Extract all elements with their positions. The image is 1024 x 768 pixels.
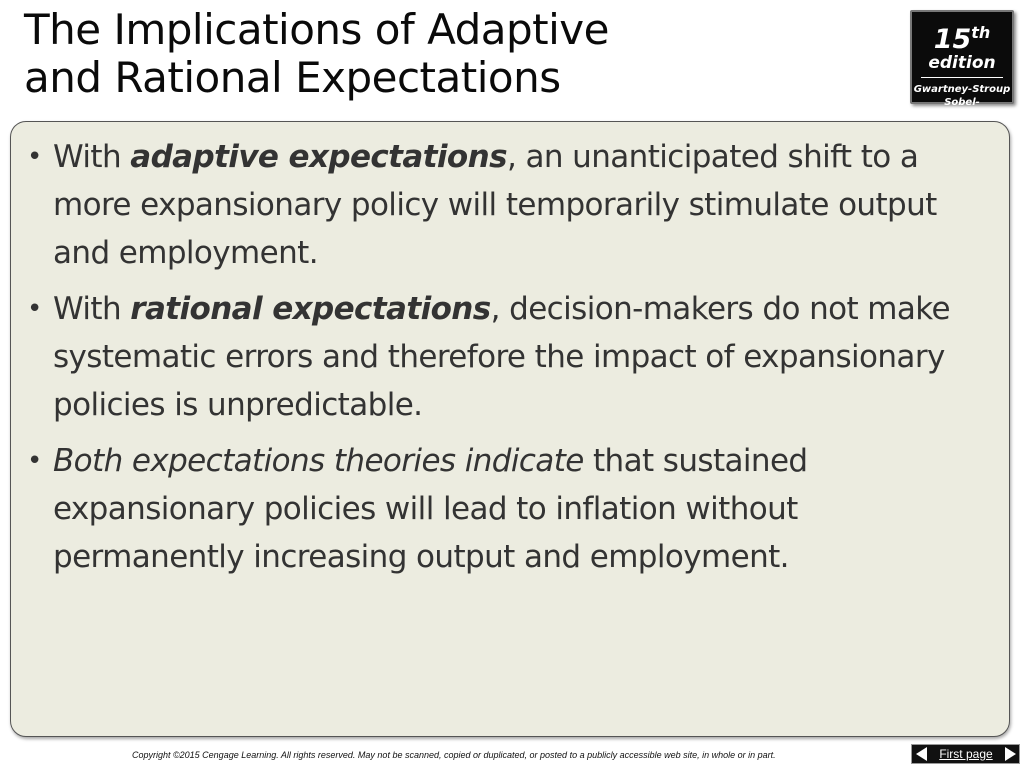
slide-title-line-2: and Rational Expectations [24, 53, 561, 102]
badge-divider [921, 77, 1003, 78]
authors-line-1: Gwartney-Stroup [913, 84, 1011, 95]
authors-line-2: Sobel-Macpherson [927, 97, 997, 121]
arrow-right-icon[interactable] [1005, 747, 1016, 761]
bullet-emphasis: adaptive expectations [130, 139, 507, 175]
first-page-link[interactable]: First page [939, 747, 993, 761]
arrow-left-icon[interactable] [916, 747, 927, 761]
copyright-notice: Copyright ©2015 Cengage Learning. All rights reserved. May not be scanned, copied or duplicated, or posted to a publicly accessible web site, in whole or in part. [132, 750, 776, 760]
bullet-text-prefix: With [53, 291, 131, 327]
content-panel [10, 121, 1010, 737]
bullet-marker: • [27, 446, 42, 476]
edition-number-value: 15 [933, 24, 972, 55]
first-page-nav[interactable] [911, 744, 1020, 764]
bullet-list [27, 133, 993, 589]
bullet-text-prefix: With [53, 139, 131, 175]
bullet-italic-lead: Both expectations theories indicate [53, 443, 584, 479]
bullet-text-body: , decision-makers do not make systematic errors and therefore the impact of expansionary policies is unpredictable. [53, 291, 951, 423]
edition-badge [910, 10, 1014, 121]
slide-title-line-1: The Implications of Adaptive [24, 5, 609, 54]
bullet-text-body: , an unanticipated shift to a more expansionary policy will temporarily stimulate output and employment. [53, 139, 937, 271]
bullet-marker: • [27, 294, 42, 324]
bullet-emphasis: rational expectations [130, 291, 491, 327]
edition-number-suffix: th [971, 23, 991, 42]
bullet-item-adaptive [27, 133, 993, 277]
bullet-text-body: that sustained expansionary policies will lead to inflation without permanently increasing output and employment. [53, 443, 808, 575]
bullet-item-rational [27, 285, 993, 429]
bullet-marker: • [27, 142, 42, 172]
bullet-item-both [27, 437, 993, 581]
slide-title [24, 6, 884, 102]
edition-number [912, 18, 1012, 55]
edition-label: edition [928, 53, 996, 73]
